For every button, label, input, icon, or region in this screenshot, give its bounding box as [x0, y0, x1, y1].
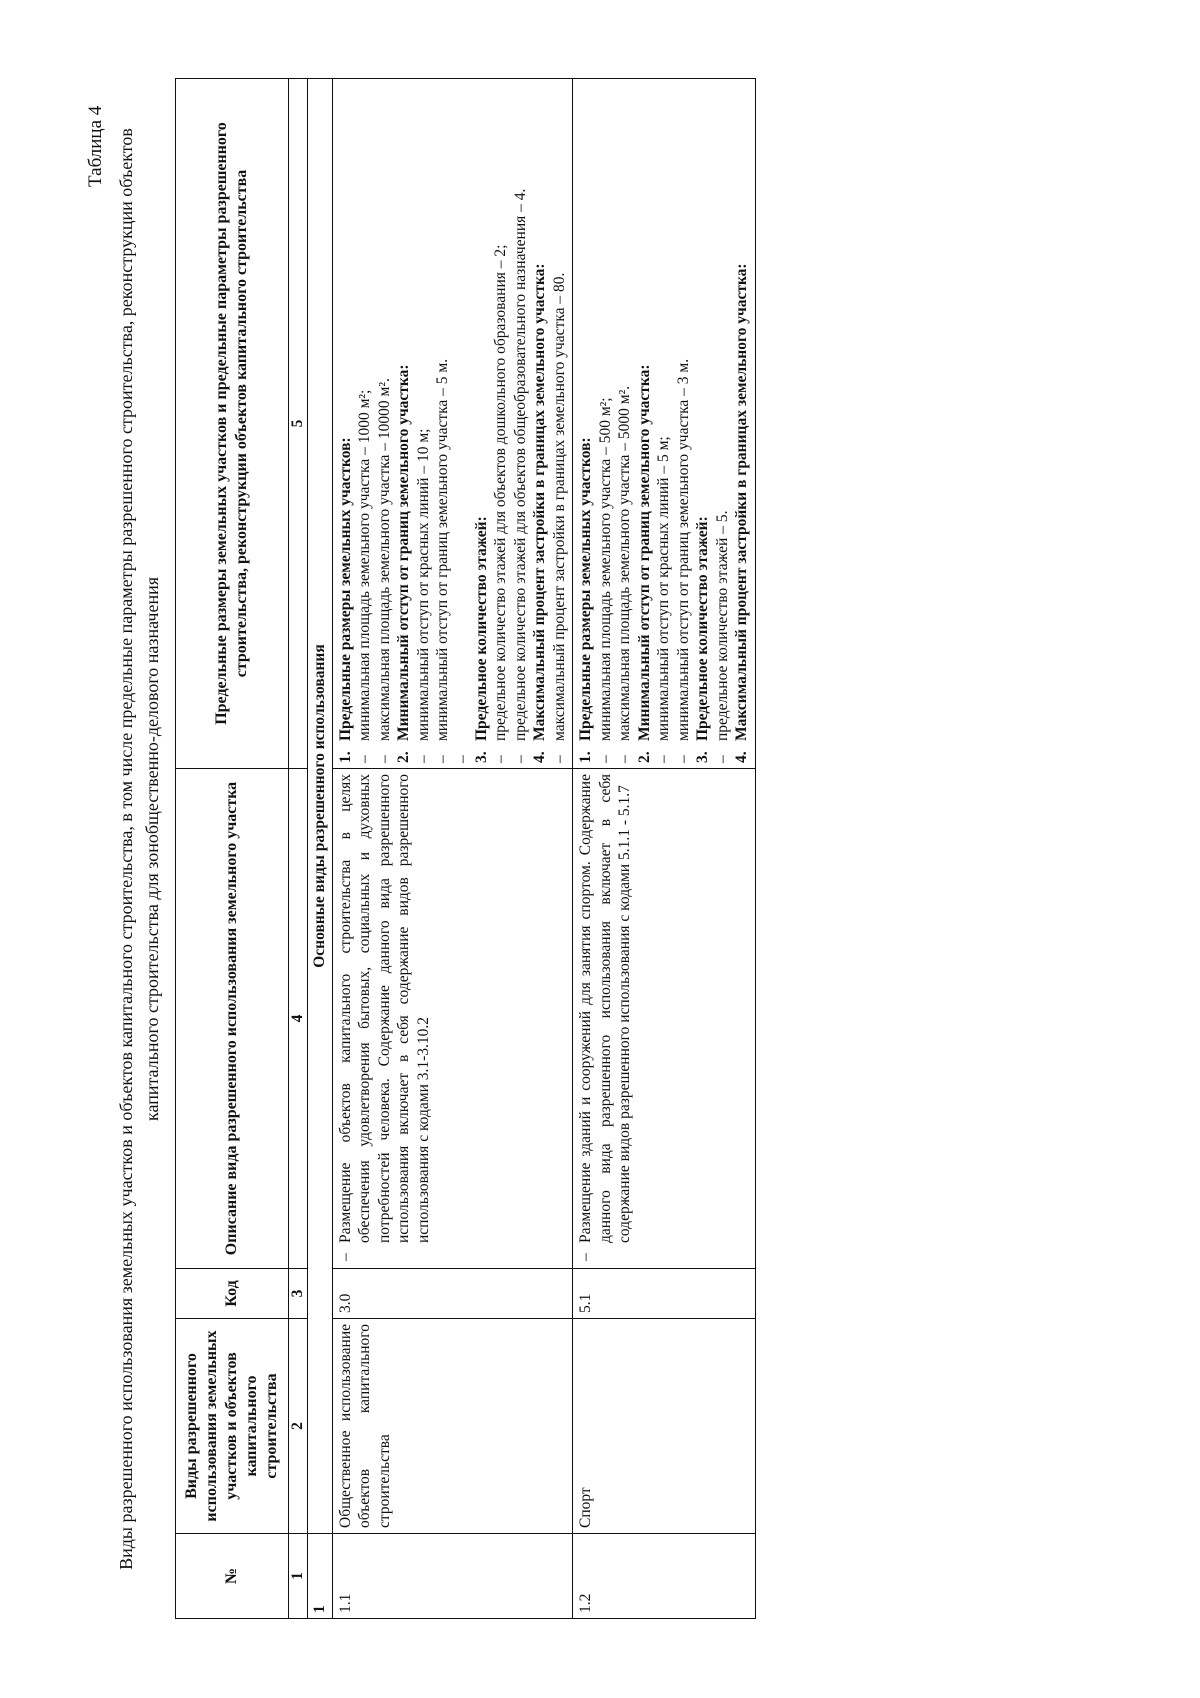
param-item: [355, 84, 375, 763]
table-label: Таблица 4: [85, 105, 106, 187]
rotated-page: [85, 69, 1115, 1629]
param-heading: [394, 84, 414, 763]
param-text: минимальный отступ от красных линий – 5 м;: [655, 436, 672, 741]
param-marker: 1.: [336, 751, 354, 763]
param-item: [550, 84, 570, 763]
param-marker: –: [492, 755, 509, 763]
param-marker: –: [550, 755, 568, 763]
param-text: Минимальный отступ от границ земельного участка:: [395, 364, 412, 741]
params-list: [336, 84, 570, 763]
column-number: 2: [289, 1319, 308, 1534]
use-description-cell: [332, 769, 573, 1269]
param-text: минимальный отступ от красных линий – 10 м;: [414, 428, 432, 741]
param-heading: [732, 84, 752, 763]
param-marker: 3.: [694, 751, 711, 763]
param-text: Предельное количество этажей:: [472, 516, 490, 741]
param-marker: –: [356, 755, 373, 763]
param-marker: –: [375, 755, 393, 763]
param-marker: –: [616, 755, 633, 763]
table-caption: Виды разрешенного использования земельных участков и объектов капитального строительства, в том числе предельные параметры разрешенного строительства, реконструкции объектов капитального строительства для зонобщественно-делового назначения: [116, 128, 162, 1570]
param-item: [713, 84, 733, 763]
column-number: 3: [289, 1269, 308, 1319]
param-heading: [635, 84, 655, 763]
section-number: 1: [308, 1534, 333, 1619]
use-code: 5.1: [573, 1269, 756, 1319]
table-row: [573, 79, 756, 1619]
param-heading: [336, 84, 356, 763]
param-marker: 2.: [395, 751, 412, 763]
param-text: Максимальный процент застройки в границах земельного участка:: [733, 263, 750, 741]
param-heading: [576, 84, 596, 763]
param-text: Предельные размеры земельных участков:: [336, 437, 354, 741]
param-text: минимальный отступ от границ земельного участка – 3 м.: [674, 358, 692, 741]
params-cell: [332, 79, 573, 769]
column-number-row: [289, 79, 308, 1619]
params-cell: [573, 79, 756, 769]
param-text: минимальный отступ от границ земельного участка – 5 м.: [434, 358, 451, 741]
param-text: минимальная площадь земельного участка – 500 м²;: [596, 397, 614, 741]
param-item: [375, 84, 395, 763]
use-description-cell: [573, 769, 756, 1269]
table-row: [332, 79, 573, 1619]
param-marker: –: [511, 755, 529, 763]
column-number: 5: [289, 79, 308, 769]
param-item: [453, 84, 472, 763]
param-marker: –: [713, 755, 731, 763]
header-description: Описание вида разрешенного использования земельного участка: [176, 769, 289, 1269]
param-text: максимальный процент застройки в границах земельного участка – 80.: [550, 272, 568, 741]
param-marker: –: [655, 755, 672, 763]
use-description: – Размещение зданий и сооружений для занятия спортом. Содержание данного вида разрешенного использования включает в себя содержание видов разрешенного использования с кодами 5.1.1 - 5.1.7: [576, 774, 635, 1263]
param-text: максимальная площадь земельного участка – 5000 м².: [616, 385, 633, 741]
header-params: Предельные размеры земельных участков и предельные параметры разрешенного строительства, реконструкции объектов капитального строительства: [176, 79, 289, 769]
param-item: [414, 84, 434, 763]
param-heading: [530, 84, 550, 763]
param-marker: 4.: [733, 751, 750, 763]
param-marker: –: [414, 755, 432, 763]
permitted-use-table: [175, 78, 756, 1619]
param-marker: 2.: [635, 751, 653, 763]
section-title: Основные виды разрешенного использования: [308, 79, 333, 1534]
param-item: [511, 84, 531, 763]
param-item: [674, 84, 694, 763]
param-text: Минимальный отступ от границ земельного участка:: [635, 364, 653, 741]
param-text: предельное количество этажей – 5.: [713, 510, 731, 741]
use-kind-name: Спорт: [573, 1319, 756, 1534]
column-number: 1: [289, 1534, 308, 1619]
use-code: 3.0: [332, 1269, 573, 1319]
param-marker: –: [674, 755, 692, 763]
use-kind-name: Общественное использование объектов капитального строительства: [332, 1319, 573, 1534]
param-text: минимальная площадь земельного участка – 1000 м²;: [356, 389, 373, 741]
header-row: [176, 79, 289, 1619]
param-marker: –: [596, 755, 614, 763]
param-heading: [693, 84, 713, 763]
section-row: [308, 79, 333, 1619]
param-marker: 1.: [577, 751, 594, 763]
param-text: Предельные размеры земельных участков:: [577, 437, 594, 741]
param-marker: –: [453, 755, 471, 763]
param-text: предельное количество этажей для объектов дошкольного образования – 2;: [492, 244, 509, 741]
param-item: [596, 84, 616, 763]
header-kinds: Виды разрешенного использования земельных участков и объектов капитального строительства: [176, 1319, 289, 1534]
column-number: 4: [289, 769, 308, 1269]
param-item: [491, 84, 511, 763]
params-list: [576, 84, 752, 763]
header-code: Код: [176, 1269, 289, 1319]
header-num: №: [176, 1534, 289, 1619]
param-heading: [472, 84, 492, 763]
row-number: 1.1: [332, 1534, 573, 1619]
param-item: [654, 84, 674, 763]
param-text: предельное количество этажей для объектов общеобразовательного назначения – 4.: [511, 188, 529, 741]
use-description: – Размещение объектов капитального строительства в целях обеспечения удовлетворения бытовых, социальных и духовных потребностей человека. Содержание данного вида разрешенного использования включает в себя содержание видов разрешенного использования с кодами 3.1-3.10.2: [336, 774, 434, 1263]
param-marker: 3.: [472, 751, 490, 763]
param-text: максимальная площадь земельного участка – 10000 м².: [375, 378, 393, 741]
param-text: Предельное количество этажей:: [694, 516, 711, 741]
param-marker: –: [434, 755, 451, 763]
param-item: [433, 84, 453, 763]
row-number: 1.2: [573, 1534, 756, 1619]
param-marker: 4.: [531, 751, 548, 763]
param-item: [615, 84, 635, 763]
param-text: Максимальный процент застройки в границах земельного участка:: [531, 263, 548, 741]
